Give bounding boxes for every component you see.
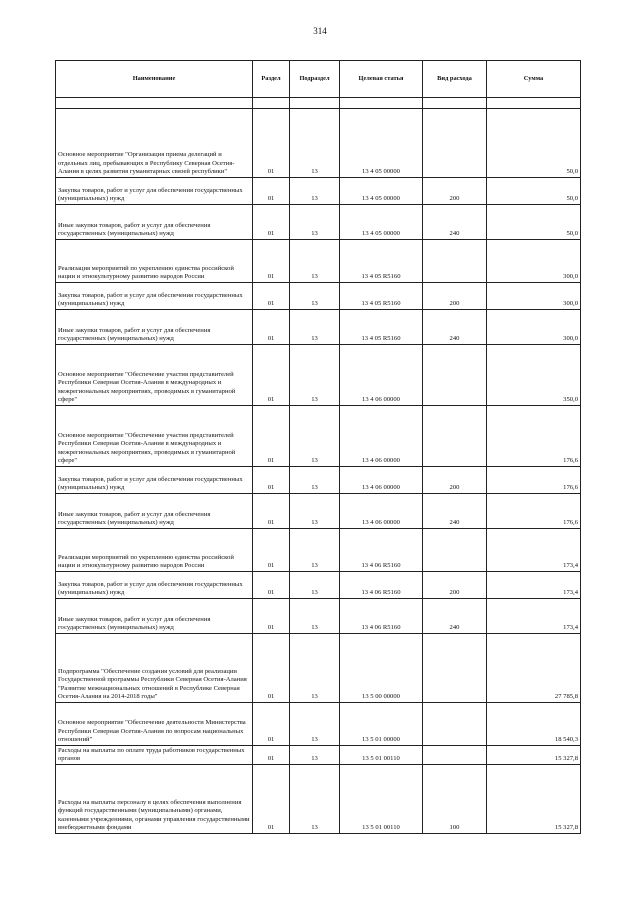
row-name-cell: Основное мероприятие "Обеспечение участия представителей Республики Северная Осетия-Алания в международных и межрегиональных мероприятиях, проводимых в гуманитарной сфере": [56, 345, 253, 406]
row-name-cell: Закупка товаров, работ и услуг для обеспечения государственных (муниципальных) нужд: [56, 467, 253, 494]
table-row: [56, 599, 581, 634]
row-summa-cell: 350,0: [487, 345, 581, 406]
row-razdel-cell: 01: [253, 310, 290, 345]
row-celevaya-cell: 13 5 00 00000: [340, 634, 423, 703]
row-vid-cell: 200: [423, 467, 487, 494]
row-celevaya-cell: 13 4 06 00000: [340, 406, 423, 467]
row-summa-cell: 173,4: [487, 529, 581, 572]
header-podrazdel: Подраздел: [290, 61, 340, 98]
row-celevaya-cell: 13 4 06 00000: [340, 467, 423, 494]
row-name-cell: Иные закупки товаров, работ и услуг для обеспечения государственных (муниципальных) нужд: [56, 599, 253, 634]
budget-table: [55, 60, 581, 834]
table-row: [56, 703, 581, 746]
row-summa-cell: 173,4: [487, 572, 581, 599]
row-vid-cell: [423, 529, 487, 572]
table-row: [56, 310, 581, 345]
table-row: [56, 572, 581, 599]
row-podrazdel-cell: 13: [290, 494, 340, 529]
row-razdel-cell: 01: [253, 406, 290, 467]
row-name-cell: Иные закупки товаров, работ и услуг для обеспечения государственных (муниципальных) нужд: [56, 310, 253, 345]
table-row: [56, 345, 581, 406]
row-podrazdel-cell: 13: [290, 765, 340, 834]
row-razdel-cell: 01: [253, 109, 290, 178]
header-celevaya: Целевая статья: [340, 61, 423, 98]
row-summa-cell: 50,0: [487, 109, 581, 178]
row-vid-cell: 240: [423, 599, 487, 634]
row-celevaya-cell: 13 4 05 00000: [340, 178, 423, 205]
row-summa-cell: 27 785,8: [487, 634, 581, 703]
row-summa-cell: 173,4: [487, 599, 581, 634]
row-name-cell: Основное мероприятие "Обеспечение участия представителей Республики Северная Осетия-Алания в международных и межрегиональных мероприятиях, проводимых в гуманитарной сфере": [56, 406, 253, 467]
row-celevaya-cell: 13 5 01 00110: [340, 746, 423, 765]
table-header-row: [56, 61, 581, 98]
row-podrazdel-cell: 13: [290, 703, 340, 746]
row-podrazdel-cell: 13: [290, 283, 340, 310]
table-row: [56, 494, 581, 529]
row-podrazdel-cell: 13: [290, 345, 340, 406]
spacer-row: [56, 98, 581, 109]
row-summa-cell: 300,0: [487, 310, 581, 345]
header-razdel: Раздел: [253, 61, 290, 98]
row-celevaya-cell: 13 4 06 R5160: [340, 599, 423, 634]
row-razdel-cell: 01: [253, 240, 290, 283]
row-podrazdel-cell: 13: [290, 467, 340, 494]
row-vid-cell: 100: [423, 765, 487, 834]
row-vid-cell: [423, 109, 487, 178]
row-name-cell: Реализация мероприятий по укреплению единства российской нации и этнокультурному развитию народов России: [56, 240, 253, 283]
row-vid-cell: [423, 703, 487, 746]
row-summa-cell: 15 327,8: [487, 746, 581, 765]
row-razdel-cell: 01: [253, 572, 290, 599]
row-celevaya-cell: 13 4 06 R5160: [340, 572, 423, 599]
row-celevaya-cell: 13 4 05 R5160: [340, 240, 423, 283]
row-razdel-cell: 01: [253, 467, 290, 494]
row-name-cell: Реализация мероприятий по укреплению единства российской нации и этнокультурному развитию народов России: [56, 529, 253, 572]
row-vid-cell: [423, 746, 487, 765]
row-vid-cell: 240: [423, 494, 487, 529]
row-vid-cell: [423, 634, 487, 703]
row-celevaya-cell: 13 5 01 00110: [340, 765, 423, 834]
row-podrazdel-cell: 13: [290, 572, 340, 599]
header-summa: Сумма: [487, 61, 581, 98]
table-row: [56, 746, 581, 765]
row-vid-cell: 200: [423, 283, 487, 310]
row-razdel-cell: 01: [253, 205, 290, 240]
row-celevaya-cell: 13 4 06 00000: [340, 494, 423, 529]
table-row: [56, 634, 581, 703]
row-name-cell: Закупка товаров, работ и услуг для обеспечения государственных (муниципальных) нужд: [56, 283, 253, 310]
row-celevaya-cell: 13 5 01 00000: [340, 703, 423, 746]
row-celevaya-cell: 13 4 05 R5160: [340, 283, 423, 310]
row-name-cell: Закупка товаров, работ и услуг для обеспечения государственных (муниципальных) нужд: [56, 178, 253, 205]
row-podrazdel-cell: 13: [290, 599, 340, 634]
row-razdel-cell: 01: [253, 765, 290, 834]
row-vid-cell: 200: [423, 178, 487, 205]
row-podrazdel-cell: 13: [290, 240, 340, 283]
row-summa-cell: 176,6: [487, 406, 581, 467]
row-name-cell: Расходы на выплаты персоналу в целях обеспечения выполнения функций государственными (муниципальными) органами, казенными учреждениями, органами управления государственными внебюджетными фондами: [56, 765, 253, 834]
table-row: [56, 406, 581, 467]
page-number: 314: [313, 26, 327, 36]
row-name-cell: Расходы на выплаты по оплате труда работников государственных органов: [56, 746, 253, 765]
row-vid-cell: [423, 406, 487, 467]
row-summa-cell: 18 540,3: [487, 703, 581, 746]
row-summa-cell: 15 327,8: [487, 765, 581, 834]
row-razdel-cell: 01: [253, 494, 290, 529]
row-razdel-cell: 01: [253, 283, 290, 310]
row-name-cell: Подпрограмма "Обеспечение создания условий для реализации Государственной программы Республики Северная Осетия-Алания "Развитие межнациональных отношений в Республике Северная Осетия-Алания на 2014-2018 годы": [56, 634, 253, 703]
header-name: Наименование: [56, 61, 253, 98]
row-celevaya-cell: 13 4 05 R5160: [340, 310, 423, 345]
header-vid: Вид расхода: [423, 61, 487, 98]
table-row: [56, 109, 581, 178]
table-row: [56, 765, 581, 834]
row-razdel-cell: 01: [253, 746, 290, 765]
row-name-cell: Иные закупки товаров, работ и услуг для обеспечения государственных (муниципальных) нужд: [56, 494, 253, 529]
row-podrazdel-cell: 13: [290, 634, 340, 703]
row-summa-cell: 50,0: [487, 178, 581, 205]
row-razdel-cell: 01: [253, 345, 290, 406]
row-name-cell: Основное мероприятие "Организация приема делегаций и отдельных лиц, пребывающих в Республику Северная Осетия-Алания в целях развития гуманитарных связей республики": [56, 109, 253, 178]
table-row: [56, 205, 581, 240]
row-podrazdel-cell: 13: [290, 310, 340, 345]
row-podrazdel-cell: 13: [290, 205, 340, 240]
row-razdel-cell: 01: [253, 634, 290, 703]
row-celevaya-cell: 13 4 06 R5160: [340, 529, 423, 572]
row-vid-cell: 200: [423, 572, 487, 599]
row-celevaya-cell: 13 4 05 00000: [340, 109, 423, 178]
table-row: [56, 529, 581, 572]
table-row: [56, 178, 581, 205]
row-podrazdel-cell: 13: [290, 178, 340, 205]
row-summa-cell: 176,6: [487, 467, 581, 494]
table-row: [56, 283, 581, 310]
row-podrazdel-cell: 13: [290, 109, 340, 178]
row-summa-cell: 300,0: [487, 240, 581, 283]
row-razdel-cell: 01: [253, 703, 290, 746]
row-summa-cell: 300,0: [487, 283, 581, 310]
table-row: [56, 240, 581, 283]
row-summa-cell: 50,0: [487, 205, 581, 240]
table-row: [56, 467, 581, 494]
row-name-cell: Иные закупки товаров, работ и услуг для обеспечения государственных (муниципальных) нужд: [56, 205, 253, 240]
row-name-cell: Закупка товаров, работ и услуг для обеспечения государственных (муниципальных) нужд: [56, 572, 253, 599]
row-razdel-cell: 01: [253, 529, 290, 572]
row-summa-cell: 176,6: [487, 494, 581, 529]
row-vid-cell: [423, 240, 487, 283]
row-podrazdel-cell: 13: [290, 746, 340, 765]
row-vid-cell: [423, 345, 487, 406]
row-razdel-cell: 01: [253, 599, 290, 634]
row-celevaya-cell: 13 4 05 00000: [340, 205, 423, 240]
row-razdel-cell: 01: [253, 178, 290, 205]
row-name-cell: Основное мероприятие "Обеспечение деятельности Министерства Республики Северная Осетия-Алания по вопросам национальных отношений": [56, 703, 253, 746]
row-podrazdel-cell: 13: [290, 529, 340, 572]
row-vid-cell: 240: [423, 310, 487, 345]
row-vid-cell: 240: [423, 205, 487, 240]
row-celevaya-cell: 13 4 06 00000: [340, 345, 423, 406]
row-podrazdel-cell: 13: [290, 406, 340, 467]
